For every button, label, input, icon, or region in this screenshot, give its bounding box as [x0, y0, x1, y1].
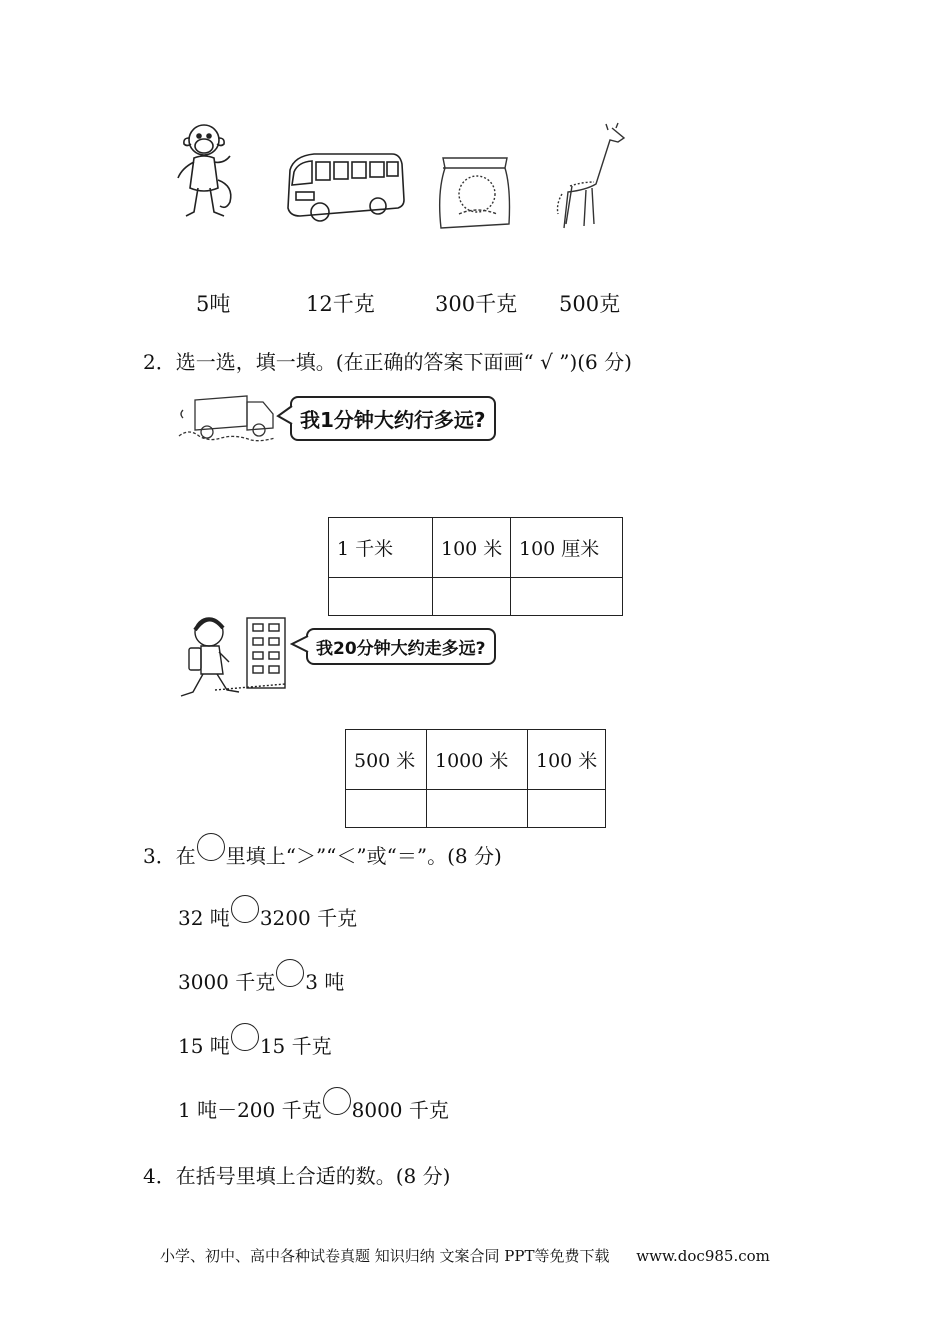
compare-left: 1 吨－200 千克: [178, 1098, 322, 1122]
question-3-number: 3．: [143, 844, 176, 868]
bus-illustration: [280, 150, 405, 225]
question-4-number: 4．: [143, 1164, 176, 1188]
truck-illustration: [175, 392, 280, 444]
truck-speech-text: 我1分钟大约行多远?: [300, 408, 486, 432]
child-speech-bubble: [306, 628, 496, 665]
question-2-title: [143, 346, 632, 375]
option-cell: 100 厘米: [511, 518, 623, 578]
answer-cell[interactable]: [329, 578, 433, 616]
compare-row-4: [178, 1094, 449, 1123]
answer-cell[interactable]: [528, 790, 606, 828]
answer-cell[interactable]: [511, 578, 623, 616]
compare-row-3: [178, 1030, 332, 1059]
answer-cell[interactable]: [346, 790, 427, 828]
question-4-title: [143, 1160, 450, 1189]
circle-blank-icon: [197, 833, 225, 861]
speed-options-table-1: [328, 517, 623, 616]
answer-cell[interactable]: [427, 790, 528, 828]
compare-left: 32 吨: [178, 906, 230, 930]
child-speech-text: 我20分钟大约走多远?: [316, 639, 486, 659]
question-3-text-pre: 在: [175, 844, 196, 868]
question-2-text: 选一选，填一填。(在正确的答案下面画“ √ ”)(6 分): [175, 350, 632, 374]
compare-right: 8000 千克: [351, 1098, 449, 1122]
question-2-number: 2．: [143, 350, 176, 374]
child-walking-illustration: [175, 612, 290, 704]
compare-right: 3 吨: [305, 970, 345, 994]
distance-options-table-2: [345, 729, 606, 828]
option-cell: 500 米: [346, 730, 427, 790]
monkey-illustration: [172, 118, 242, 228]
answer-cell[interactable]: [433, 578, 511, 616]
compare-right: 3200 千克: [259, 906, 358, 930]
bubble-tail: [290, 634, 310, 656]
compare-row-1: [178, 902, 357, 931]
page-footer: [160, 1245, 770, 1266]
footer-text: 小学、初中、高中各种试卷真题 知识归纳 文案合同 PPT等免费下载: [160, 1247, 610, 1265]
compare-circle-input[interactable]: [323, 1087, 351, 1115]
option-cell: 100 米: [433, 518, 511, 578]
bubble-tail: [276, 404, 294, 426]
option-cell: 1000 米: [427, 730, 528, 790]
option-cell: 1 千米: [329, 518, 433, 578]
compare-circle-input[interactable]: [276, 959, 304, 987]
compare-circle-input[interactable]: [231, 1023, 259, 1051]
question-3-title: [143, 840, 502, 869]
compare-left: 15 吨: [178, 1034, 230, 1058]
weight-option-3: 300千克: [435, 292, 518, 316]
option-cell: 100 米: [528, 730, 606, 790]
compare-circle-input[interactable]: [231, 895, 259, 923]
weight-option-4: 500克: [559, 292, 621, 316]
giraffe-illustration: [552, 122, 632, 232]
question-4-text: 在括号里填上合适的数。(8 分): [175, 1164, 451, 1188]
bag-illustration: [435, 152, 515, 230]
footer-url[interactable]: www.doc985.com: [636, 1247, 770, 1265]
compare-row-2: [178, 966, 344, 995]
question-3-text-post: 里填上“＞”“＜”或“＝”。(8 分): [225, 844, 502, 868]
weight-option-2: 12千克: [306, 292, 375, 316]
truck-speech-bubble: [290, 396, 496, 441]
compare-right: 15 千克: [259, 1034, 332, 1058]
weight-option-1: 5吨: [196, 292, 231, 316]
compare-left: 3000 千克: [178, 970, 276, 994]
